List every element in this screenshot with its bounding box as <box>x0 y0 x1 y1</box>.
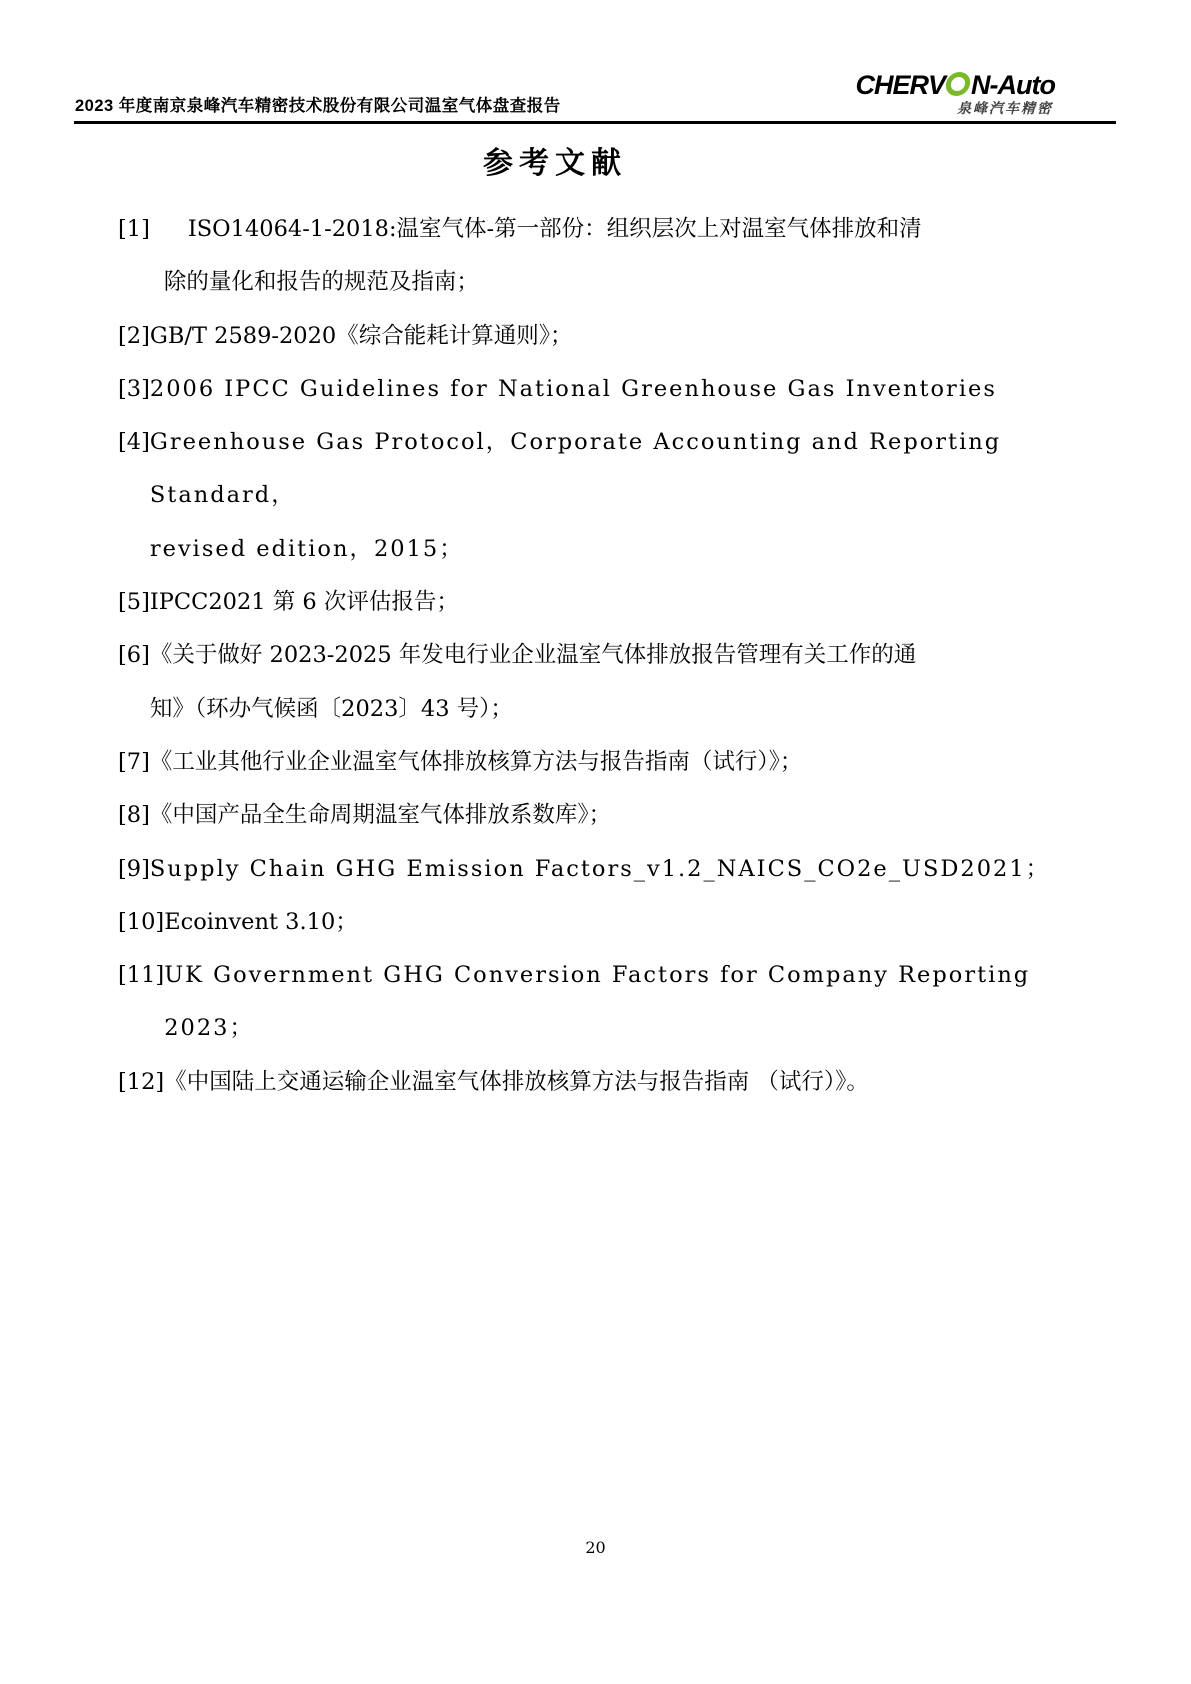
reference-item <box>118 363 1083 416</box>
reference-line: UK Government GHG Conversion Factors for Company Reporting 2023； <box>164 962 1031 1042</box>
reference-line: ISO14064-1-2018:温室气体-第一部份：组织层次上对温室气体排放和清 <box>187 216 922 242</box>
reference-item <box>118 310 1083 363</box>
brand-o-ring-icon <box>944 72 971 96</box>
reference-number: [7] <box>118 748 150 775</box>
reference-line: 除的量化和报告的规范及指南； <box>163 269 479 296</box>
reference-text <box>150 789 1083 842</box>
reference-line: IPCC2021 第 6 次评估报告； <box>149 589 459 616</box>
chervon-auto-logo <box>815 70 1055 116</box>
reference-number: [4] <box>118 429 150 456</box>
reference-text <box>150 310 1083 363</box>
reference-text <box>150 203 1083 310</box>
brand-suffix: N-Auto <box>971 70 1055 100</box>
reference-item <box>118 789 1083 842</box>
reference-line: 《中国陆上交通运输企业温室气体排放核算方法与报告指南 （试行）》。 <box>164 1068 869 1095</box>
reference-number: [6] <box>118 642 150 669</box>
page-number: 20 <box>585 1538 606 1557</box>
reference-line: revised edition，2015； <box>149 535 464 562</box>
reference-list <box>118 203 1083 1109</box>
reference-number: [5] <box>118 589 150 616</box>
reference-line: Ecoinvent 3.10； <box>164 908 358 935</box>
reference-text <box>150 576 1083 629</box>
reference-number: [2] <box>118 322 150 349</box>
reference-line: 2006 IPCC Guidelines for National Greenhouse Gas Inventories <box>149 375 997 402</box>
page-title: 参考文献 <box>483 146 627 181</box>
reference-item <box>118 629 1083 736</box>
reference-item <box>118 576 1083 629</box>
reference-number: [8] <box>118 802 150 829</box>
reference-item <box>118 736 1083 789</box>
brand-prefix: CHERV <box>855 70 946 100</box>
reference-text <box>164 949 1083 1056</box>
reference-text <box>150 363 1083 416</box>
reference-item <box>118 416 1083 576</box>
reference-item <box>118 843 1083 896</box>
reference-line: Supply Chain GHG Emission Factors_v1.2_NAICS_CO2e_USD2021； <box>149 855 1051 882</box>
reference-item <box>118 896 1083 949</box>
reference-line: Greenhouse Gas Protocol，Corporate Accounting and Reporting Standard， <box>149 429 1002 509</box>
reference-item <box>118 1056 1083 1109</box>
reference-item <box>118 949 1083 1056</box>
reference-line: 知》（环办气候函〔2023〕43 号）； <box>149 695 513 722</box>
reference-number: [12] <box>118 1068 165 1095</box>
reference-number: [11] <box>118 962 165 989</box>
reference-text <box>150 629 1083 736</box>
reference-number: [9] <box>118 855 150 882</box>
reference-line: 《中国产品全生命周期温室气体排放系数库》； <box>149 802 612 829</box>
report-header-title: 2023 年度南京泉峰汽车精密技术股份有限公司温室气体盘查报告 <box>75 97 561 115</box>
reference-number: [3] <box>118 375 150 402</box>
brand-wordmark <box>815 70 1055 100</box>
reference-text <box>150 416 1083 576</box>
reference-text <box>150 843 1083 896</box>
reference-number: [10] <box>118 908 165 935</box>
reference-item <box>118 203 1083 310</box>
header-rule <box>74 121 1116 124</box>
reference-number: [1] <box>118 216 150 242</box>
reference-line: 《工业其他行业企业温室气体排放核算方法与报告指南（试行）》； <box>149 748 803 775</box>
reference-text <box>164 896 1083 949</box>
reference-text <box>164 1056 1083 1109</box>
reference-line: 《关于做好 2023-2025 年发电行业企业温室气体排放报告管理有关工作的通 <box>149 642 917 669</box>
reference-text <box>150 736 1083 789</box>
brand-chinese-subtitle: 泉峰汽车精密 <box>957 100 1053 116</box>
reference-line: GB/T 2589-2020《综合能耗计算通则》； <box>149 322 573 349</box>
